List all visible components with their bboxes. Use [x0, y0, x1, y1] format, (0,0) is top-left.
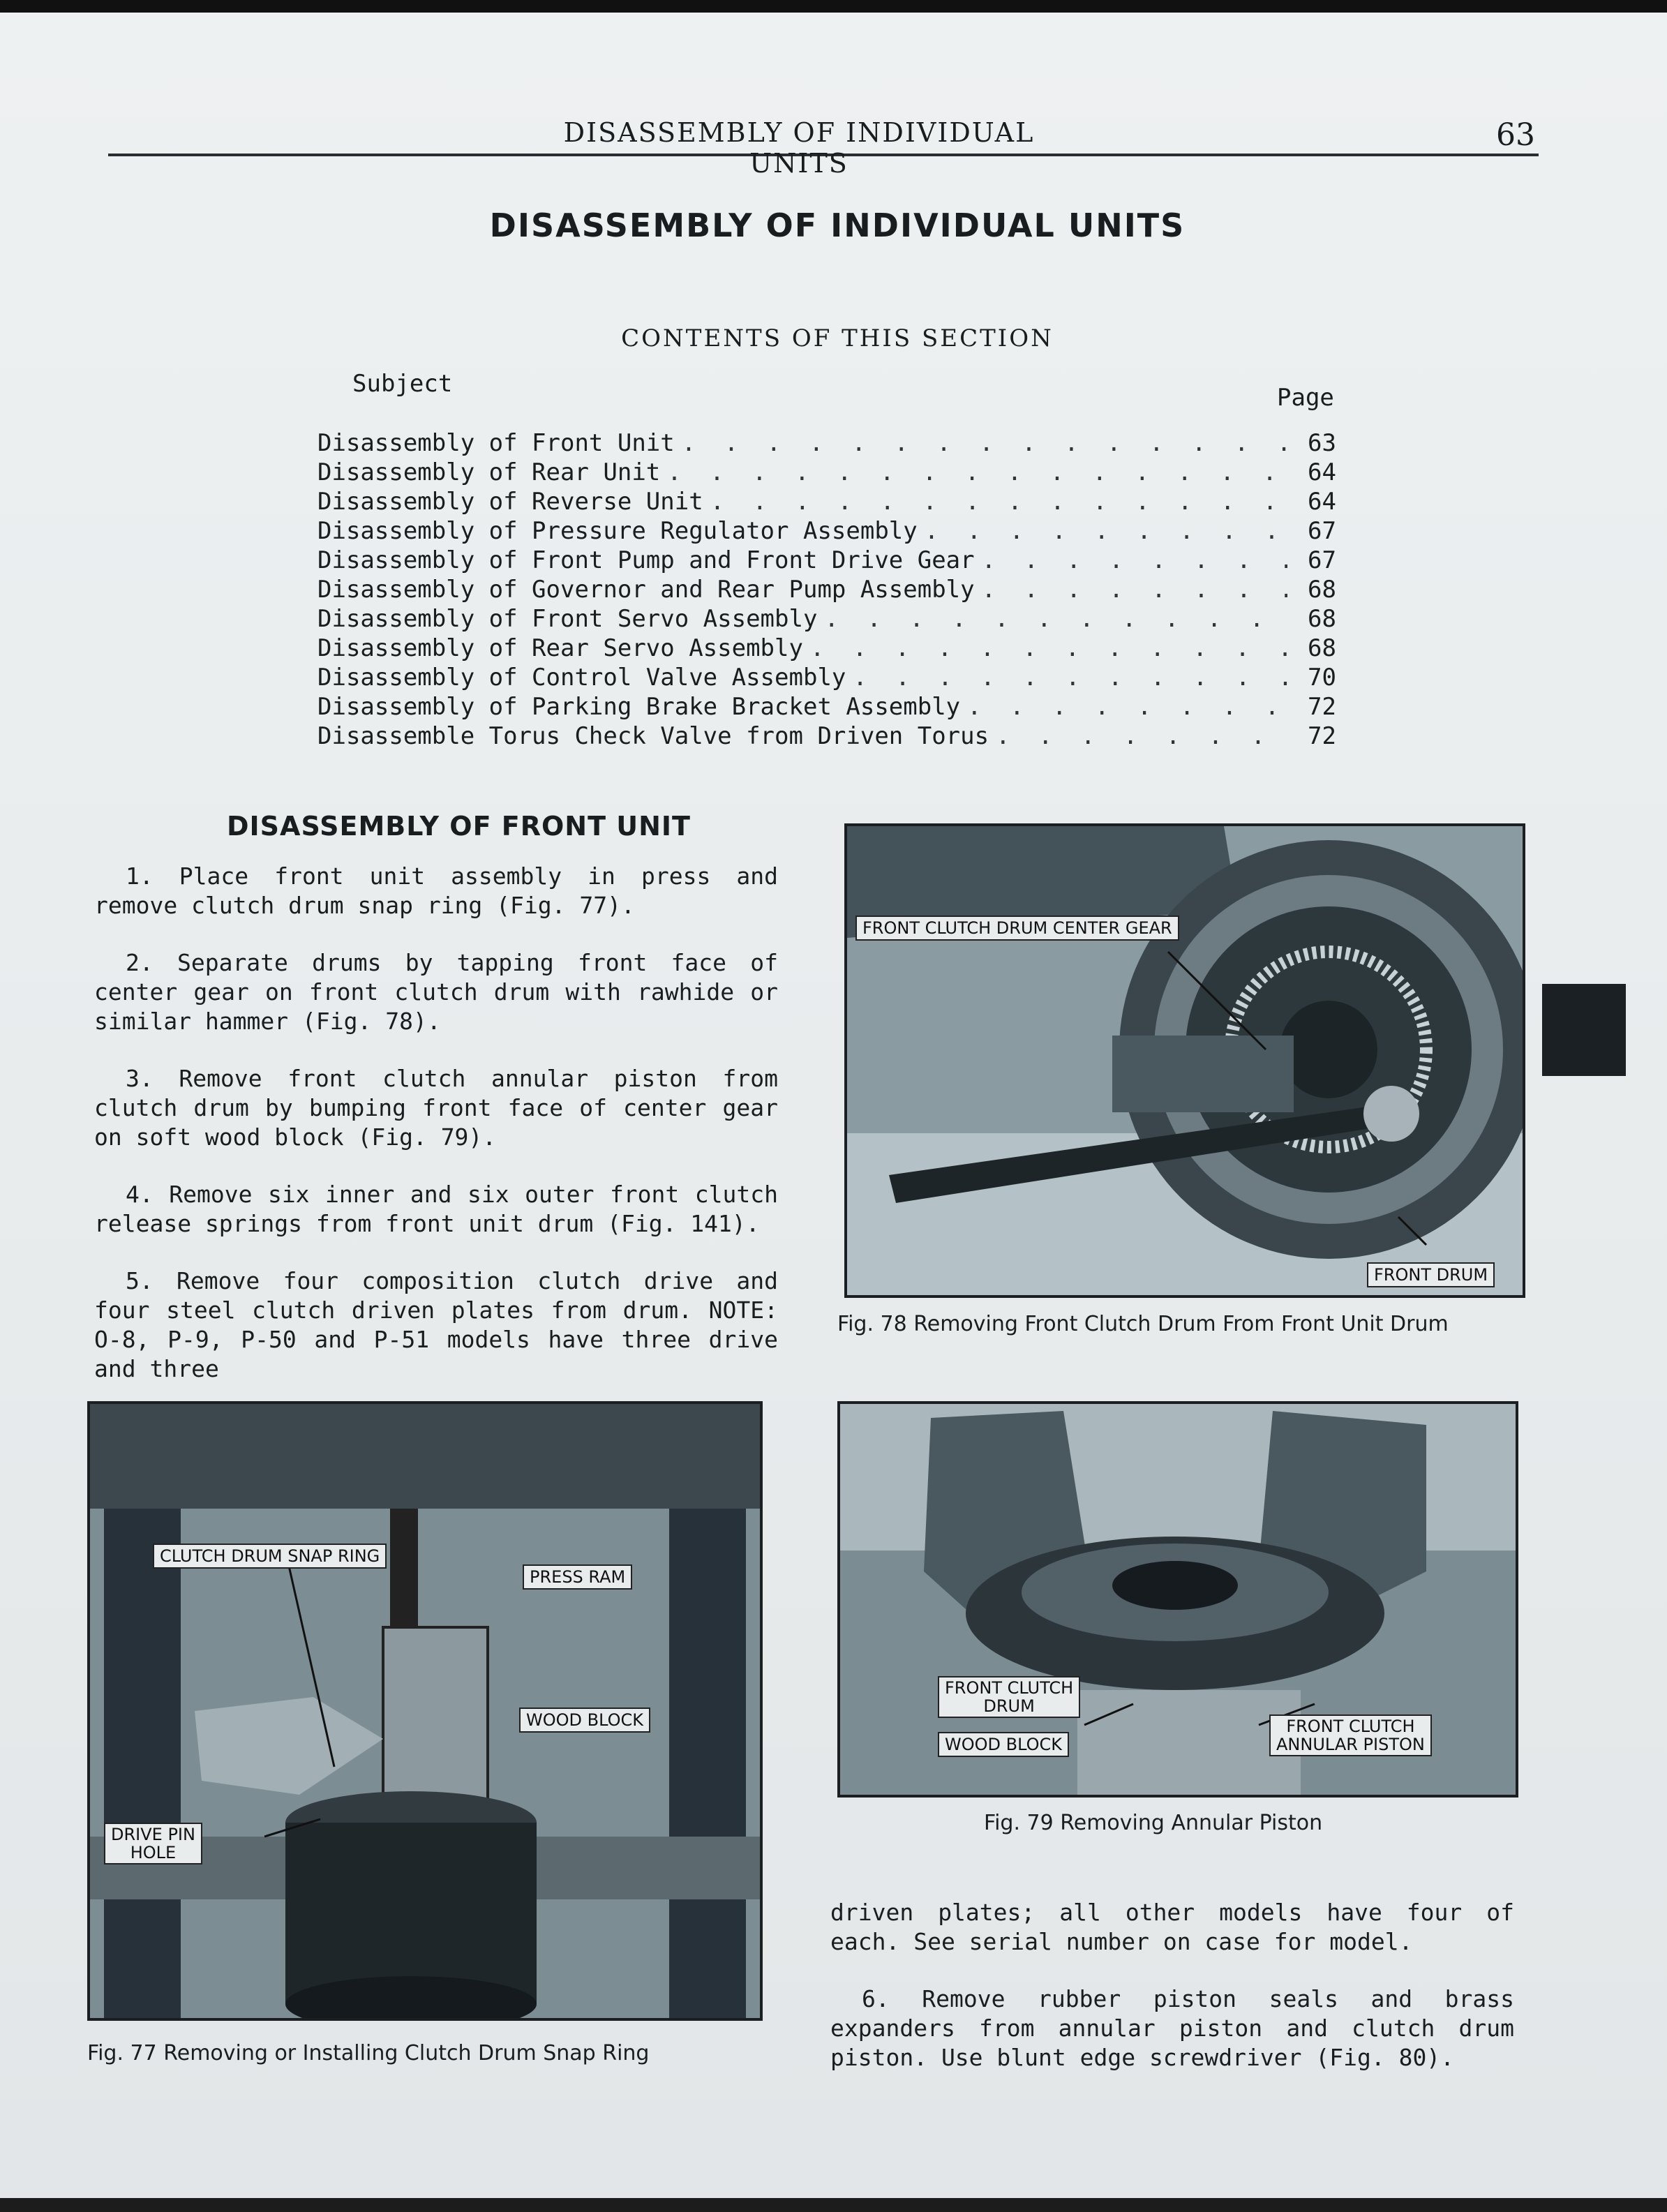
toc-row [317, 693, 1336, 722]
running-title: DISASSEMBLY OF INDIVIDUAL UNITS [563, 117, 1035, 179]
fig79-photo [837, 1401, 1518, 1798]
toc-leader [925, 517, 1287, 545]
step-text: 4. Remove six inner and six outer front clutch release springs from front unit drum (Fig. 141). [94, 1181, 778, 1237]
fig79-label-wood-block: WOOD BLOCK [938, 1732, 1069, 1757]
fig79-label-front-clutch: FRONT CLUTCH [945, 1678, 1074, 1698]
toc-row [317, 664, 1336, 693]
toc-entry: Disassembly of Parking Brake Bracket Assembly [317, 693, 961, 721]
toc-page: 64 [1308, 488, 1336, 516]
toc-leader [967, 693, 1287, 721]
toc-page: 64 [1308, 458, 1336, 486]
scan-edge-bottom [0, 2198, 1667, 2212]
toc-entry: Disassembly of Control Valve Assembly [317, 664, 846, 692]
toc-page: 67 [1308, 546, 1336, 574]
step-text: 2. Separate drums by tapping front face of center gear on front clutch drum with rawhide or similar hammer (Fig. 78). [94, 949, 778, 1035]
toc-page: 72 [1308, 693, 1336, 721]
page-number: 63 [1496, 117, 1535, 153]
toc-row [317, 634, 1336, 664]
step-5-continued: driven plates; all other models have four of each. See serial number on case for model. [830, 1899, 1514, 1955]
step-text: 3. Remove front clutch annular piston from clutch drum by bumping front face of center gear on soft wood block (Fig. 79). [94, 1065, 778, 1151]
toc-subject-label: Subject [352, 370, 453, 398]
toc-entry: Disassembly of Rear Servo Assembly [317, 634, 803, 662]
fig78-caption: Fig. 78 Removing Front Clutch Drum From Front Unit Drum [837, 1312, 1449, 1336]
toc-row [317, 722, 1336, 752]
toc-entry: Disassembly of Reverse Unit [317, 488, 703, 516]
step-1 [94, 862, 778, 920]
toc-leader [810, 634, 1287, 662]
fig77-label-hole: HOLE [130, 1843, 177, 1862]
fig77-label-drive-pin-hole [104, 1823, 202, 1864]
scan-edge-top [0, 0, 1667, 13]
fig79-label-piston: ANNULAR PISTON [1276, 1735, 1425, 1754]
section-title: DISASSEMBLY OF INDIVIDUAL UNITS [489, 207, 1186, 244]
step-6 [830, 1985, 1514, 2072]
fig77-label-press-ram: PRESS RAM [523, 1564, 632, 1590]
toc-entry: Disassembly of Rear Unit [317, 458, 661, 486]
toc-entry: Disassembly of Governor and Rear Pump Assembly [317, 576, 975, 604]
fig79-label-drum: DRUM [983, 1696, 1035, 1716]
toc-leader [853, 664, 1287, 692]
fig77-label-drive-pin: DRIVE PIN [111, 1825, 195, 1844]
toc-row [317, 576, 1336, 605]
toc-row [317, 605, 1336, 634]
step-2 [94, 948, 778, 1036]
toc-row [317, 458, 1336, 488]
toc-page: 67 [1308, 517, 1336, 545]
fig78-photo [844, 823, 1525, 1298]
front-unit-heading: DISASSEMBLY OF FRONT UNIT [227, 811, 691, 842]
toc-entry: Disassembly of Front Pump and Front Drive Gear [317, 546, 975, 574]
running-head [108, 117, 1539, 179]
toc-leader [667, 458, 1287, 486]
toc-page-label: Page [1277, 384, 1334, 412]
toc-page: 72 [1308, 722, 1336, 750]
fig78-label-center-gear: FRONT CLUTCH DRUM CENTER GEAR [855, 916, 1179, 941]
toc-entry: Disassembly of Pressure Regulator Assembly [317, 517, 918, 545]
toc-entry: Disassembly of Front Unit [317, 429, 675, 457]
toc-leader [982, 546, 1287, 574]
toc-page: 68 [1308, 576, 1336, 604]
fig79-caption: Fig. 79 Removing Annular Piston [984, 1811, 1323, 1835]
toc-page: 63 [1308, 429, 1336, 457]
fig78-illustration [847, 826, 1523, 1295]
toc-entry: Disassemble Torus Check Valve from Driven Torus [317, 722, 989, 750]
fig77-label-wood-block: WOOD BLOCK [519, 1707, 650, 1733]
toc-row [317, 488, 1336, 517]
toc-row [317, 517, 1336, 546]
fig79-label-clutch-drum [938, 1676, 1080, 1718]
fig77-label-snap-ring: CLUTCH DRUM SNAP RING [153, 1544, 387, 1569]
step-3 [94, 1064, 778, 1152]
fig77-photo [87, 1401, 763, 2021]
right-column-text [830, 1898, 1514, 2100]
toc-page: 68 [1308, 605, 1336, 633]
toc-row [317, 546, 1336, 576]
fig77-illustration [90, 1404, 760, 2018]
step-text: 5. Remove four composition clutch drive and four steel clutch driven plates from drum. NOTE: O-8, P-9, P-50 and P-51 models have three drive and three [94, 1267, 778, 1382]
left-column-text [94, 862, 778, 1412]
step-text: 6. Remove rubber piston seals and brass expanders from annular piston and clutch drum piston. Use blunt edge screwdriver (Fig. 80). [830, 1985, 1514, 2071]
section-thumb-tab [1542, 984, 1626, 1076]
toc-leader [710, 488, 1287, 516]
toc-leader [682, 429, 1287, 457]
fig77-caption: Fig. 77 Removing or Installing Clutch Drum Snap Ring [87, 2041, 650, 2065]
step-5 [94, 1266, 778, 1384]
step-4 [94, 1180, 778, 1239]
fig79-label-annular-piston [1269, 1714, 1432, 1756]
toc-leader [996, 722, 1287, 750]
table-of-contents [317, 429, 1336, 752]
toc-row [317, 429, 1336, 458]
contents-title: CONTENTS OF THIS SECTION [621, 324, 1054, 352]
fig79-label-front-clutch-2: FRONT CLUTCH [1286, 1717, 1415, 1736]
toc-entry: Disassembly of Front Servo Assembly [317, 605, 818, 633]
toc-page: 70 [1308, 664, 1336, 692]
toc-page: 68 [1308, 634, 1336, 662]
toc-leader [824, 605, 1287, 633]
toc-leader [982, 576, 1287, 604]
fig78-label-front-drum: FRONT DRUM [1367, 1262, 1495, 1287]
step-text: 1. Place front unit assembly in press and remove clutch drum snap ring (Fig. 77). [94, 862, 778, 919]
